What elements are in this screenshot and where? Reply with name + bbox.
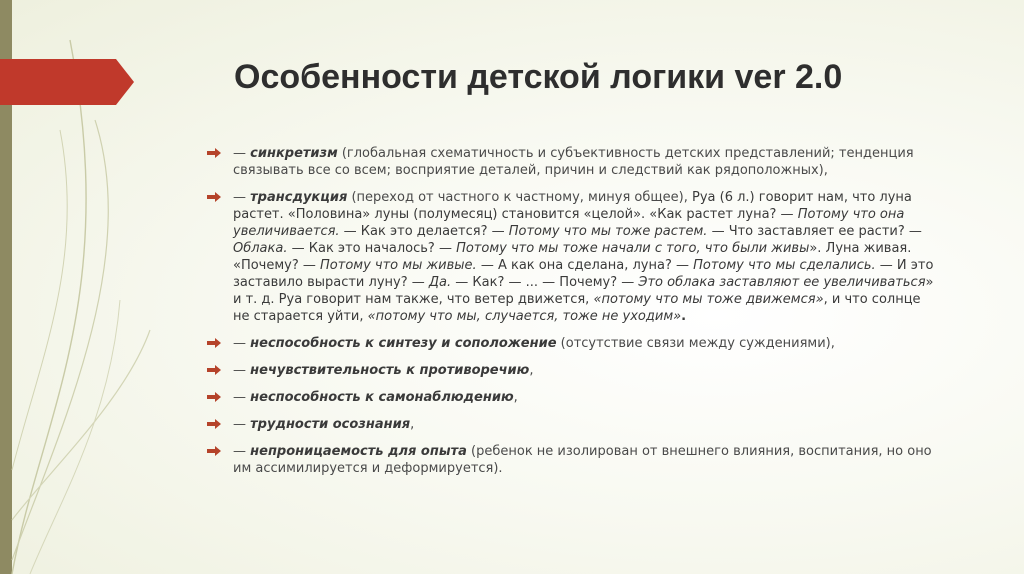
quote-italic: Потому что она увеличивается.	[233, 207, 905, 239]
bullet-item-contradiction	[206, 362, 941, 379]
quote-segment: — Как это началось? —	[287, 241, 457, 256]
quote-italic: Да.	[428, 275, 452, 290]
bullet-dash: —	[233, 417, 251, 432]
quote-italic: Потому что мы тоже начали с того, что были живы	[456, 241, 810, 256]
bullet-term: непроницаемость для опыта	[250, 444, 467, 459]
bullet-text: ,	[529, 363, 534, 378]
bullet-text: (глобальная схематичность и субъективность детских представлений; тенденция связывать все со всем; восприятие деталей, причин и следствий как рядоположных),	[233, 146, 914, 178]
bullet-text: (переход от частного к частному, минуя общее),	[347, 190, 692, 205]
quote-segment: Руа (6 л.) говорит нам, что луна растет. «Половина» луны (полумесяц) становится «целой». «Как растет луна? —	[233, 190, 912, 222]
quote-italic: «потому что мы, случается, тоже не уходим»	[367, 309, 682, 324]
quote-segment: — Как это делается? —	[339, 224, 509, 239]
bullet-dash: —	[233, 336, 251, 351]
quote-segment: .	[681, 309, 687, 324]
quote-italic: Облака.	[233, 241, 288, 256]
bullet-term: неспособность к синтезу и соположение	[250, 336, 557, 351]
bullet-dash: —	[233, 390, 251, 405]
quote-italic: Потому что мы тоже растем.	[508, 224, 708, 239]
bullet-item-impermeability	[206, 443, 941, 477]
arrow-right-icon	[207, 365, 221, 375]
quote-italic: Это облака заставляют ее увеличиваться	[638, 275, 926, 290]
bullet-text: ,	[513, 390, 518, 405]
bullet-item-synthesis	[206, 335, 941, 352]
bullet-text: (отсутствие связи между суждениями),	[556, 336, 835, 351]
arrow-right-icon	[207, 446, 221, 456]
quote-italic: Потому что мы живые.	[320, 258, 477, 273]
bullet-term: трудности осознания	[250, 417, 411, 432]
bullet-item-syncretism	[206, 145, 941, 179]
arrow-right-icon	[207, 392, 221, 402]
bullet-term: нечувствительность к противоречию	[250, 363, 530, 378]
quote-segment: — А как она сделана, луна? —	[476, 258, 694, 273]
slide-title: Особенности детской логики ver 2.0	[234, 58, 843, 96]
quote-segment: » и т. д. Руа говорит нам также, что ветер движется,	[233, 275, 934, 307]
bullet-dash: —	[233, 444, 251, 459]
arrow-right-icon	[207, 148, 221, 158]
quote-segment: , и что солнце не старается уйти,	[233, 292, 921, 324]
bullet-dash: —	[233, 363, 251, 378]
arrow-right-icon	[207, 419, 221, 429]
title-accent-arrow	[0, 59, 134, 105]
quote-segment: ». Луна живая. «Почему? —	[233, 241, 912, 273]
bullet-term: синкретизм	[250, 146, 338, 161]
bullet-item-transduction	[206, 189, 941, 325]
bullet-term: неспособность к самонаблюдению	[250, 390, 514, 405]
quote-segment: — Как? — ... — Почему? —	[451, 275, 639, 290]
bullet-text: (ребенок не изолирован от внешнего влияния, воспитания, но оно им ассимилируется и деформируется).	[233, 444, 932, 476]
bullet-list	[206, 145, 941, 477]
quote-segment: — И это заставило вырасти луну? —	[233, 258, 934, 290]
quote-italic: Потому что мы сделались.	[693, 258, 876, 273]
bullet-term: трансдукция	[250, 190, 348, 205]
bullet-dash: —	[233, 190, 251, 205]
bullet-item-awareness	[206, 416, 941, 433]
quote-segment: — Что заставляет ее расти? —	[707, 224, 922, 239]
quote-italic: «потому что мы тоже движемся»	[593, 292, 824, 307]
bullet-dash: —	[233, 146, 251, 161]
bullet-text: ,	[410, 417, 415, 432]
arrow-right-icon	[207, 338, 221, 348]
bullet-item-self-observation	[206, 389, 941, 406]
arrow-right-icon	[207, 192, 221, 202]
